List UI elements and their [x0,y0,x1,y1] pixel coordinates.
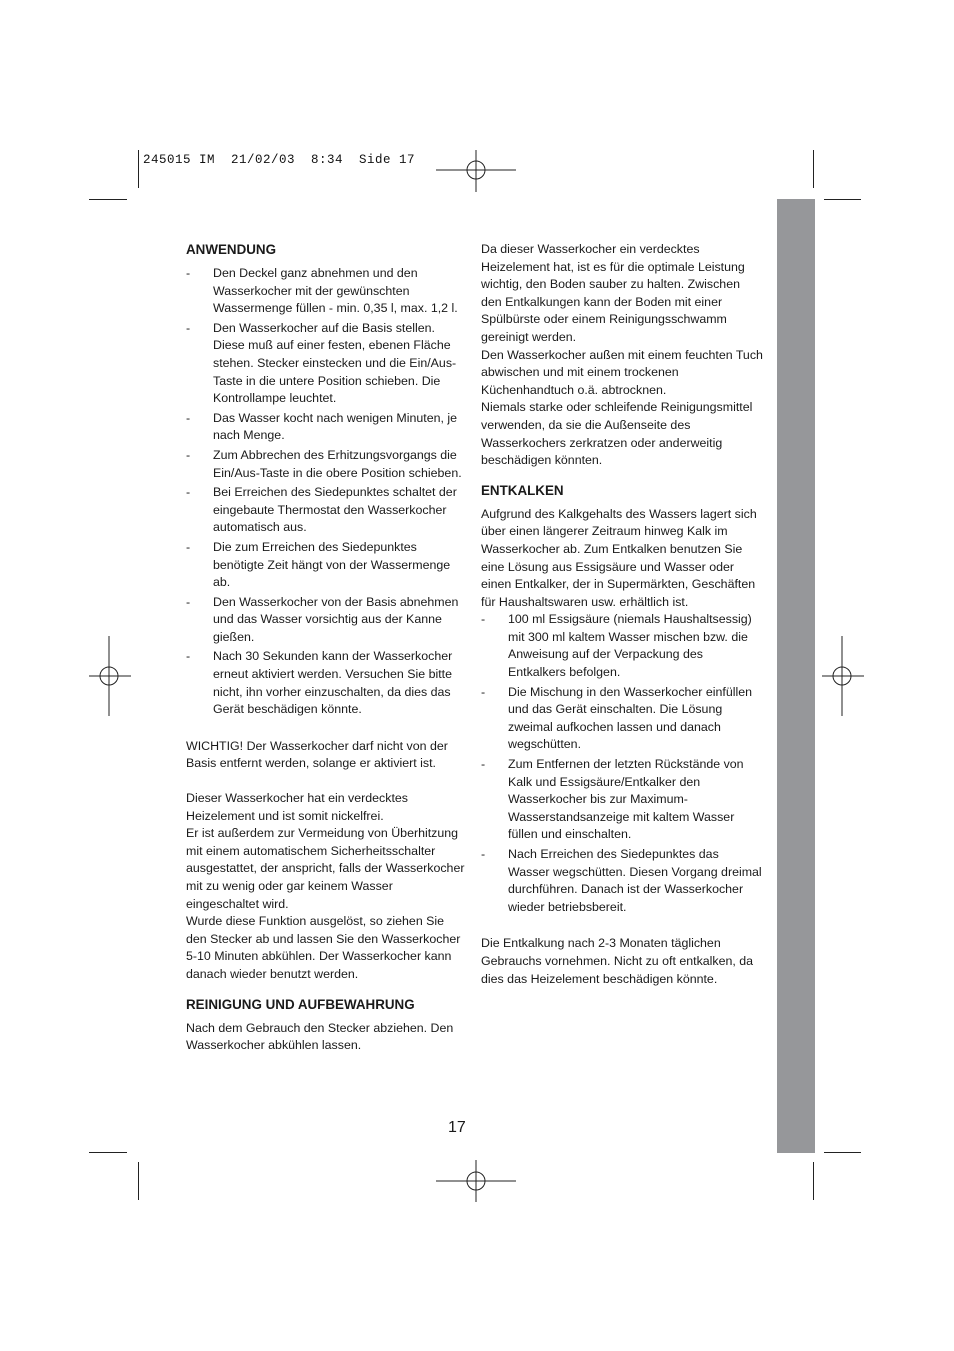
crop-mark [89,199,127,200]
heading-anwendung: ANWENDUNG [186,242,277,257]
paragraph: Aufgrund des Kalkgehalts des Wassers lagert sich über einen längerer Zeitraum hinweg Kalk im Wasserkocher ab. Zum Entkalken benutzen Sie eine Lösung aus Essigsäure und Wasser oder einen Entkalker, der in Supermärkten, Geschäften für Haushaltswaren usw. erhältlich ist. [481,506,757,609]
registration-mark-icon [89,636,131,716]
list-item: - 100 ml Essigsäure (niemals Haushaltsessig) mit 300 ml kaltem Wasser mischen bzw. die Anweisung auf der Verpackung des Entkalkers befolgen. [481,612,752,680]
list-item: - Das Wasser kocht nach wenigen Minuten, je nach Menge. [186,410,458,443]
list-item: - Die zum Erreichen des Siedepunktes benötigte Zeit hängt von der Wassermenge ab. [186,539,451,590]
bullet-dash: - [186,410,191,425]
bullet-dash: - [186,266,191,280]
wichtig-note: WICHTIG! Der Wasserkocher darf nicht von der Basis entfernt werden, solange er aktiviert ist. [186,738,448,771]
side-tab [777,199,815,1153]
bullet-dash: - [481,757,486,772]
crop-mark [824,1152,861,1153]
paragraph: Er ist außerdem zur Vermeidung von Überhitzung mit einem automatischem Sicherheitsschalter ausgestattet, der anspricht, falls der Wasserkocher mit zu wenig oder gar keinem Wasser eingeschaltet wird. [186,826,465,911]
list-item: - Nach Erreichen des Siedepunktes das Wasser wegschütten. Diesen Vorgang dreimal durchführen. Danach ist der Wasserkocher wieder betriebsbereit. [481,847,762,914]
right-column [481,241,763,988]
registration-mark-icon [436,150,516,192]
crop-mark [89,1152,127,1153]
bullet-dash: - [186,485,191,500]
paragraph: Niemals starke oder schleifende Reinigungsmittel verwenden, da sie die Außenseite des Wasserkochers zerkratzen oder anderweitig beschädigen könnten. [481,400,753,468]
entkalken-list [481,611,763,916]
bullet-dash: - [186,649,191,664]
registration-mark-icon [436,1160,516,1202]
paragraph: Den Wasserkocher außen mit einem feuchten Tuch abwischen und mit einem trockenen Küchenhandtuch o.ä. abtrocknen. [481,347,763,397]
list-item: - Die Mischung in den Wasserkocher einfüllen und das Gerät einschalten. Die Lösung zweimal aufkochen lassen und danach wegschütten. [481,684,753,752]
closing-note: Die Entkalkung nach 2-3 Monaten täglichen Gebrauchs vornehmen. Nicht zu oft entkalken, da dies das Heizelement beschädigen könnte. [481,936,754,986]
paragraph: Nach dem Gebrauch den Stecker abziehen. Den Wasserkocher abkühlen lassen. [186,1020,454,1053]
bullet-dash: - [481,847,486,861]
crop-mark [813,1162,814,1200]
list-item: - Den Wasserkocher auf die Basis stellen. Diese muß auf einer festen, ebenen Fläche stehen. Stecker einstecken und die Ein/Aus-Taste in die untere Position schieben. Die Kontrollampe leuchtet. [186,320,457,406]
paragraph: Dieser Wasserkocher hat ein verdecktes Heizelement und ist somit nickelfrei. [186,791,408,823]
heading-entkalken: ENTKALKEN [481,482,564,498]
list-item: - Zum Abbrechen des Erhitzungsvorgangs die Ein/Aus-Taste in die obere Position schieben. [186,447,462,480]
crop-mark [138,150,139,188]
printer-slug: 245015 IM 21/02/03 8:34 Side 17 [143,153,416,167]
paragraph: Wurde diese Funktion ausgelöst, so ziehen Sie den Stecker ab und lassen Sie den Wasserkocher 5-10 Minuten abkühlen. Der Wasserkocher kann danach wieder benutzt werden. [186,914,461,981]
list-item: - Den Wasserkocher von der Basis abnehmen und das Wasser vorsichtig aus der Kanne gießen. [186,594,459,644]
left-column [186,241,468,1055]
bullet-dash: - [186,447,191,462]
list-item: - Zum Entfernen der letzten Rückstände von Kalk und Essigsäure/Entkalker den Wasserkocher bis zur Maximum-Wasserstandsanzeige mit kaltem Wasser füllen und einschalten. [481,757,744,842]
crop-mark [813,150,814,188]
bullet-dash: - [481,612,486,627]
registration-mark-icon [822,636,864,716]
bullet-dash: - [186,320,191,335]
list-item: - Bei Erreichen des Siedepunktes schaltet der eingebaute Thermostat den Wasserkocher automatisch aus. [186,485,457,535]
anwendung-list [186,265,468,719]
list-item: - Den Deckel ganz abnehmen und den Wasserkocher mit der gewünschten Wassermenge füllen - min. 0,35 l, max. 1,2 l. [186,266,458,316]
list-item: - Nach 30 Sekunden kann der Wasserkocher erneut aktiviert werden. Versuchen Sie bitte nicht, ihn vorher einzuschalten, da dies das Gerät beschädigen könnte. [186,649,453,717]
bullet-dash: - [481,684,486,699]
page-number: 17 [448,1119,466,1136]
crop-mark [824,199,861,200]
heading-reinigung: REINIGUNG UND AUFBEWAHRUNG [186,996,415,1012]
crop-mark [138,1162,139,1200]
bullet-dash: - [186,539,191,554]
bullet-dash: - [186,594,191,609]
paragraph: Da dieser Wasserkocher ein verdecktes Heizelement hat, ist es für die optimale Leistung wichtig, den Boden sauber zu halten. Zwischen den Entkalkungen kann der Boden mit einer Spülbürste oder einem Reinigungsschwamm gereinigt werden. [481,242,745,344]
